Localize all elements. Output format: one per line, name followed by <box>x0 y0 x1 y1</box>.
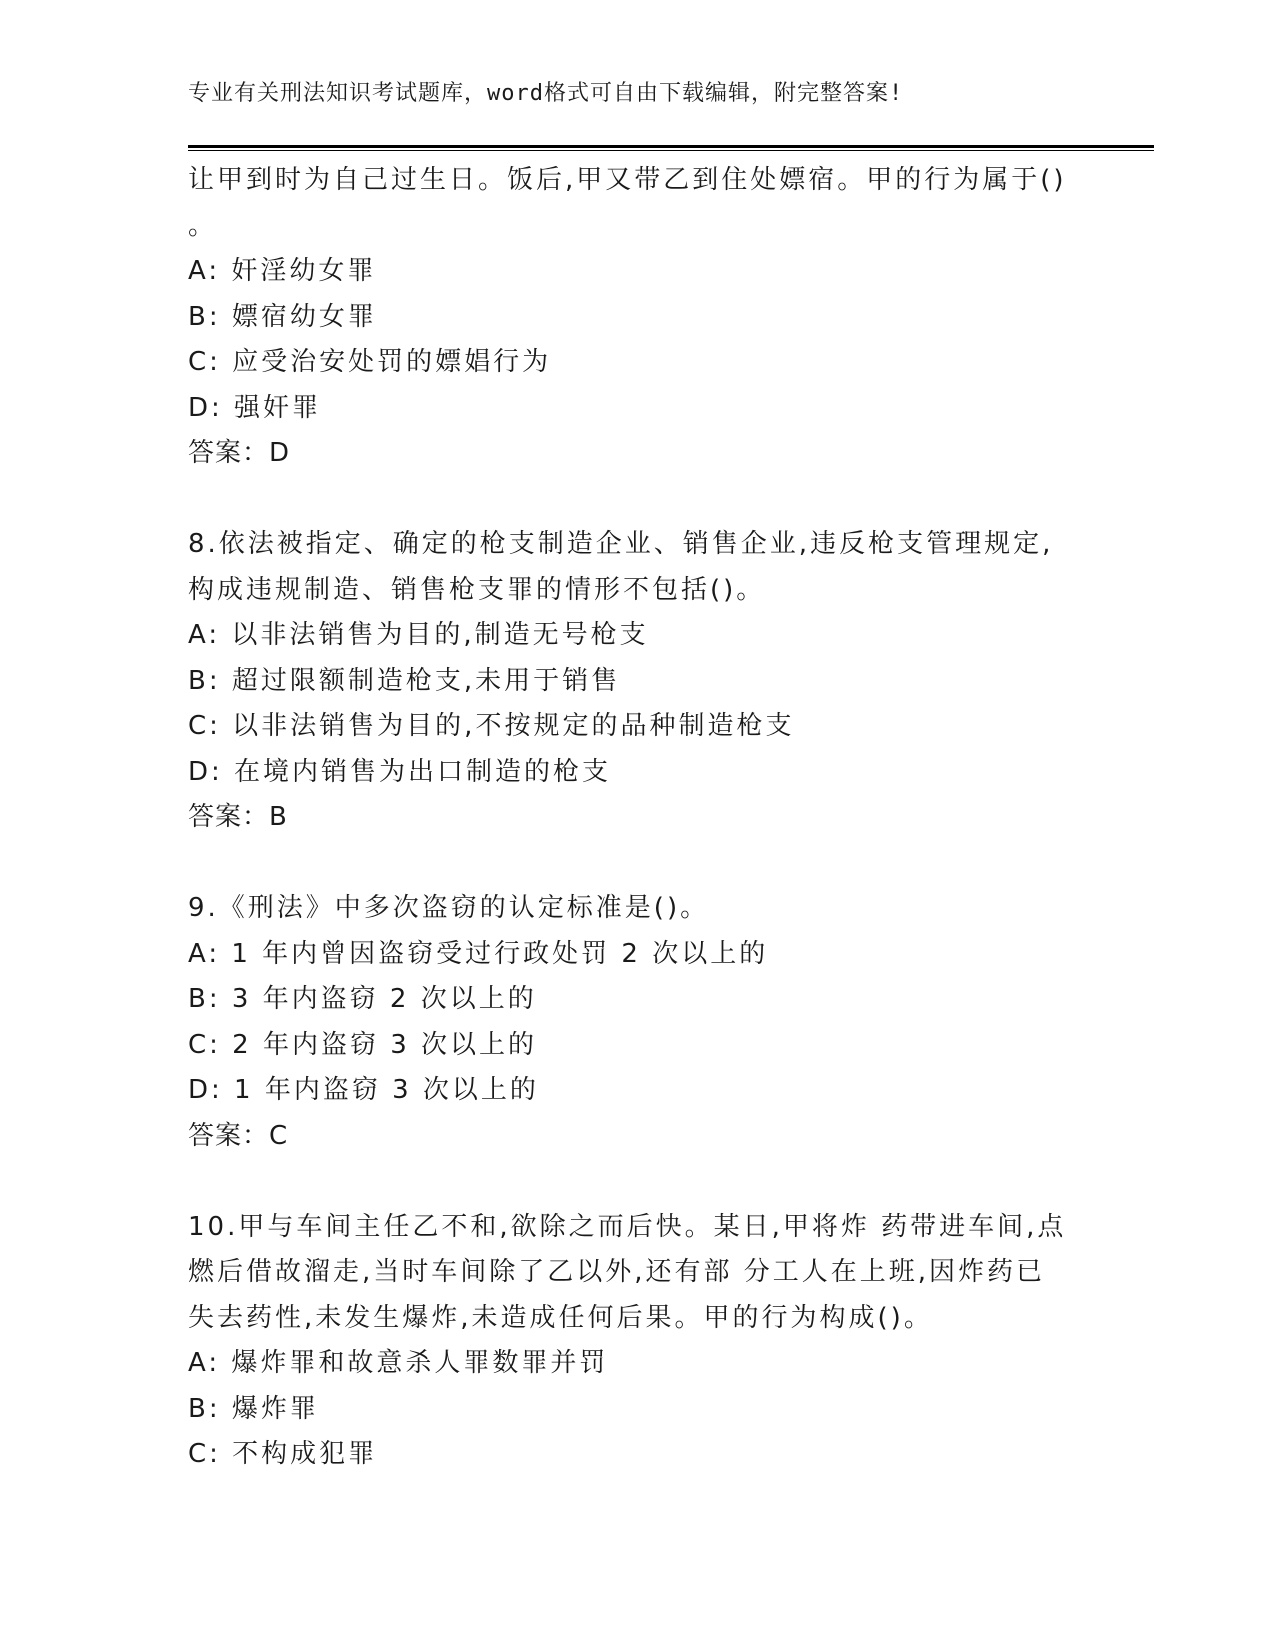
answer: 答案：B <box>188 802 288 832</box>
option-b: B: 超过限额制造枪支,未用于销售 <box>188 665 621 696</box>
option-b: B: 3 年内盗窃 2 次以上的 <box>188 984 537 1014</box>
option-c: C: 应受治安处罚的嫖娼行为 <box>188 347 552 377</box>
option-b: B: 嫖宿幼女罪 <box>188 301 377 332</box>
option-c: C: 2 年内盗窃 3 次以上的 <box>188 1029 538 1060</box>
question-stem-line: 燃后借故溜走,当时车间除了乙以外,还有部 分工人在上班,因炸药已 <box>188 1257 1046 1287</box>
question-9 <box>188 886 1148 1159</box>
question-stem-line: 构成违规制造、销售枪支罪的情形不包括()。 <box>188 574 766 605</box>
option-a: A: 爆炸罪和故意杀人罪数罪并罚 <box>188 1348 609 1378</box>
option-d: D: 在境内销售为出口制造的枪支 <box>188 756 612 787</box>
question-8 <box>188 522 1148 841</box>
option-d: D: 1 年内盗窃 3 次以上的 <box>188 1075 539 1105</box>
spacer <box>188 841 1148 887</box>
question-stem-line: 。 <box>188 210 218 241</box>
option-a: A: 奸淫幼女罪 <box>188 256 377 286</box>
question-stem-line: 10.甲与车间主任乙不和,欲除之而后快。某日,甲将炸 药带进车间,点 <box>188 1211 1067 1242</box>
option-b: B: 爆炸罪 <box>188 1393 319 1424</box>
spacer <box>188 477 1148 523</box>
question-stem-line: 9.《刑法》中多次盗窃的认定标准是()。 <box>188 893 710 923</box>
question-stem-line: 8.依法被指定、确定的枪支制造企业、销售企业,违反枪支管理规定, <box>188 529 1054 559</box>
option-c: C: 不构成犯罪 <box>188 1439 378 1469</box>
header-rule <box>188 145 1154 151</box>
question-7 <box>188 158 1148 477</box>
spacer <box>188 1159 1148 1205</box>
question-stem-line: 让甲到时为自己过生日。饭后,甲又带乙到住处嫖宿。甲的行为属于() <box>188 165 1067 195</box>
option-a: A: 以非法销售为目的,制造无号枪支 <box>188 620 649 650</box>
option-a: A: 1 年内曾因盗窃受过行政处罚 2 次以上的 <box>188 938 769 969</box>
answer: 答案：D <box>188 438 291 468</box>
option-c: C: 以非法销售为目的,不按规定的品种制造枪支 <box>188 711 795 741</box>
question-stem-line: 失去药性,未发生爆炸,未造成任何后果。甲的行为构成()。 <box>188 1302 933 1333</box>
answer: 答案：C <box>188 1120 289 1151</box>
option-d: D: 强奸罪 <box>188 392 322 423</box>
document-body <box>188 158 1148 1478</box>
question-10 <box>188 1205 1148 1478</box>
page-header: 专业有关刑法知识考试题库，word格式可自由下载编辑，附完整答案! <box>188 81 904 106</box>
